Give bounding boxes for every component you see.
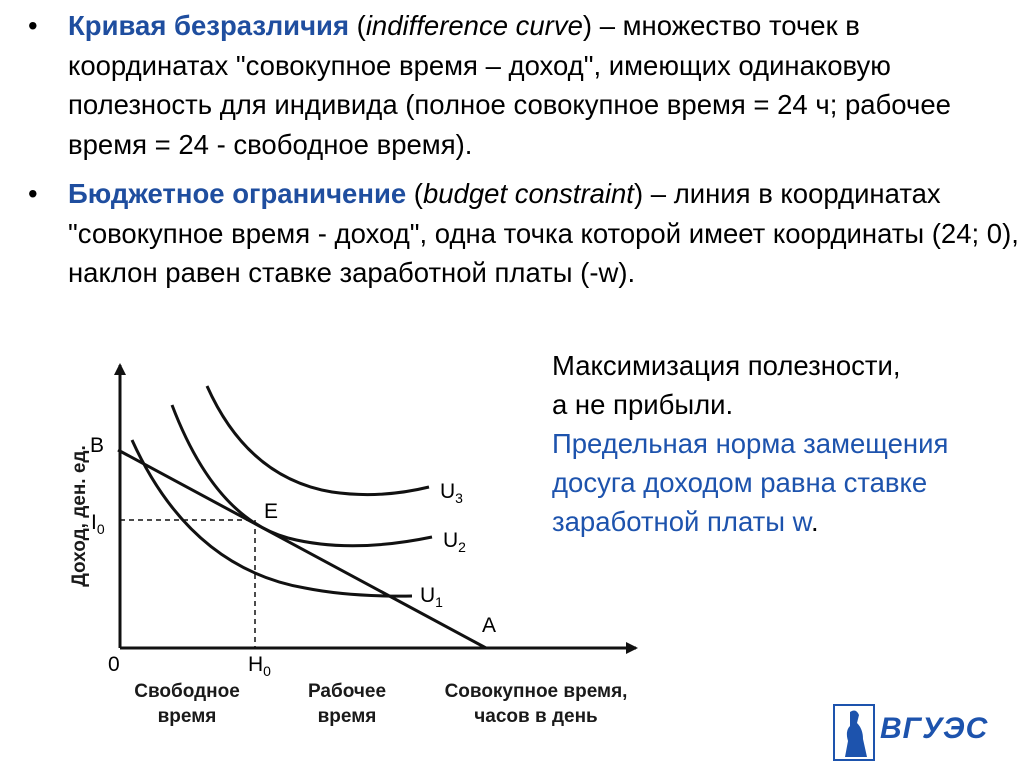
budget-constraint-line: [118, 450, 486, 648]
h0-label: $H_0$: [248, 653, 271, 679]
x-label-total-time-line-2: часов в день: [474, 706, 598, 727]
side-note-blue-end: .: [810, 506, 819, 537]
point-e-label: E: [264, 500, 279, 523]
u3-label: $U_3$: [440, 480, 463, 506]
side-note-line-1: Максимизация полезности,: [552, 350, 901, 381]
x-label-work-time-line-1: Рабочее: [307, 681, 387, 702]
side-note-blue-text: Предельная норма замещения досуга доходом равна ставке заработной платы w: [552, 428, 949, 537]
bullet-dot: •: [28, 10, 38, 41]
x-label-free-time-line-2: время: [157, 706, 217, 727]
term-indifference-curve: Кривая безразличия: [68, 10, 349, 41]
point-b-label: B: [90, 434, 105, 457]
point-a-label: A: [482, 614, 497, 637]
x-label-work-time-line-2: время: [317, 706, 377, 727]
side-note-line-2: а не прибыли.: [552, 389, 734, 420]
i0-label: $I_0$: [91, 511, 105, 537]
x-label-free-time-line-1: Свободное: [134, 681, 240, 702]
bullet-dot: •: [28, 178, 38, 209]
university-emblem: [834, 705, 874, 760]
term-english-budget-constraint: budget constraint: [422, 178, 634, 209]
y-axis-title: Доход, ден. ед.: [69, 445, 90, 587]
term-budget-constraint: Бюджетное ограничение: [68, 178, 407, 209]
indifference-curve-u3: [207, 386, 429, 495]
bullet-indifference-curve: • Кривая безразличия (indifference curve) – множество точек в координатах "совокупное время – доход", имеющих одинаковую полезность для индивида (полное совокупное время = 24 ч; рабочее время = 24 - свободное время).: [22, 6, 1022, 164]
bullet-budget-constraint: • Бюджетное ограничение (budget constraint) – линия в координатах "совокупное время - доход", одна точка которой имеет координаты (24; 0), наклон равен ставке заработной платы (-w).: [22, 174, 1022, 293]
u2-label: $U_2$: [443, 529, 466, 555]
university-logo-text: ВГУЭС: [880, 712, 989, 745]
indifference-curve-u2: [172, 405, 432, 546]
definition-budget-constraint: – линия в координатах "совокупное время - доход", одна точка которой имеет координаты (24; 0), наклон равен ставке заработной платы (-w).: [68, 178, 1019, 288]
term-english-indifference-curve: indifference curve: [365, 10, 583, 41]
definition-indifference-curve: – множество точек в координатах "совокупное время – доход", имеющих одинаковую полезность для индивида (полное совокупное время = 24 ч; рабочее время = 24 - свободное время).: [68, 10, 951, 160]
x-label-total-time-line-1: Совокупное время,: [444, 681, 628, 702]
origin-label: 0: [108, 653, 120, 676]
u1-label: $U_1$: [420, 584, 443, 610]
